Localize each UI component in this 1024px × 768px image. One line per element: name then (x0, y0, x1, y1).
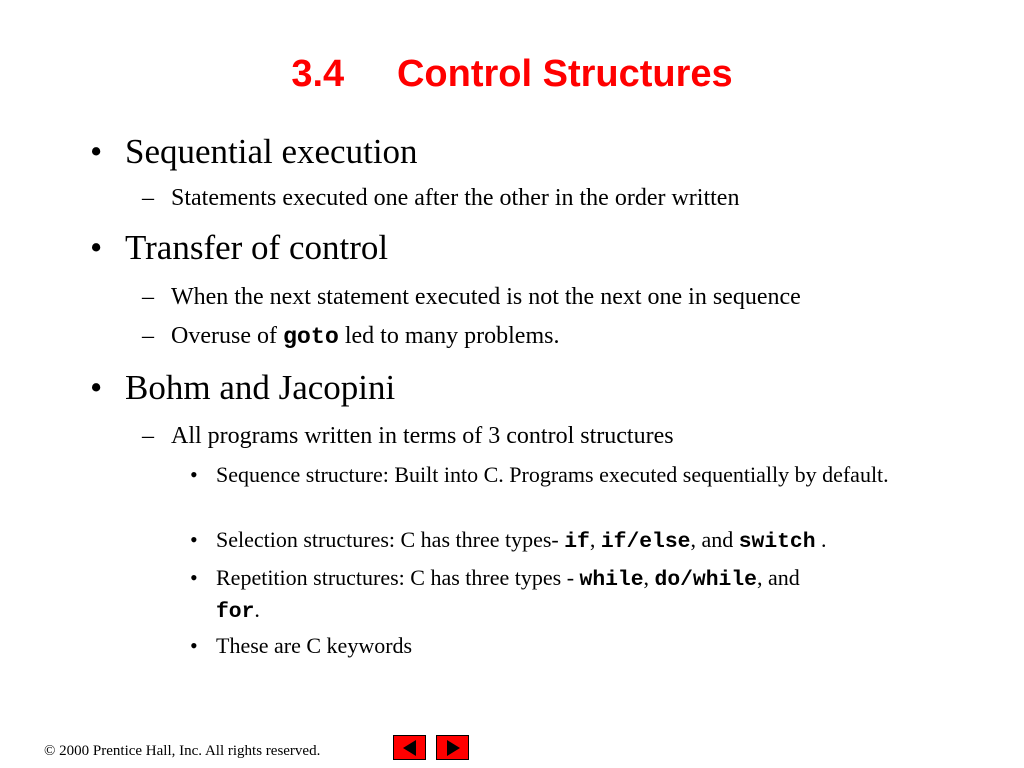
separator: , (589, 527, 601, 552)
sub-bullet-text: When the next statement executed is not the next one in sequence (171, 284, 801, 310)
keyword-if: if (564, 530, 590, 554)
sub-bullet-next-statement (142, 283, 801, 311)
bullet-bohm-and-jacopini (90, 368, 396, 408)
sub-bullet-text: Statements executed one after the other in the order written (171, 185, 740, 211)
keyword-while: while (579, 568, 644, 592)
sub-sub-bullet-c-keywords (190, 631, 956, 661)
sub-bullet-text-start: Overuse of (171, 323, 283, 349)
bullet-marker: • (190, 633, 198, 658)
sub-sub-bullet-sequence-structure (190, 460, 956, 490)
footer-copyright (44, 741, 320, 761)
bullet-text: Transfer of control (125, 228, 389, 267)
sub-sub-bullet-text-end: . (254, 597, 260, 622)
copyright-symbol: © (44, 743, 56, 759)
arrow-right-icon (447, 740, 460, 756)
dash-marker: – (142, 185, 154, 211)
sub-bullet-all-programs (142, 422, 674, 450)
bullet-transfer-of-control (90, 228, 389, 268)
dash-marker: – (142, 284, 154, 310)
bullet-text: Bohm and Jacopini (125, 368, 396, 407)
copyright-text: 2000 Prentice Hall, Inc. All rights reserved. (55, 743, 321, 759)
keyword-do-while: do/while (654, 568, 757, 592)
keyword-for: for (216, 600, 255, 624)
bullet-text: Sequential execution (125, 132, 418, 171)
separator: , and (690, 527, 739, 552)
keyword-if-else: if/else (600, 530, 691, 554)
sub-bullet-overuse-of-goto (142, 322, 560, 351)
separator: , (643, 565, 655, 590)
sub-bullet-statements-executed (142, 184, 740, 212)
keyword-goto: goto (282, 324, 339, 350)
slide-title: 3.4 Control Structures (291, 53, 733, 95)
bullet-marker: • (190, 462, 198, 487)
sub-sub-bullet-text: These are C keywords (216, 633, 413, 658)
sub-sub-bullet-text-start: Selection structures: C has three types- (216, 527, 565, 552)
bullet-marker: • (190, 527, 198, 552)
sub-sub-bullet-repetition-structures (190, 563, 956, 627)
bullet-marker: • (190, 565, 198, 590)
separator: , and (756, 565, 800, 590)
sub-bullet-text-end: led to many problems. (338, 323, 560, 349)
next-slide-button[interactable] (436, 735, 469, 760)
bullet-marker: • (90, 132, 103, 171)
arrow-left-icon (403, 740, 416, 756)
bullet-marker: • (90, 228, 103, 267)
dash-marker: – (142, 423, 154, 449)
sub-sub-bullet-text-start: Repetition structures: C has three types - (216, 565, 580, 590)
bullet-sequential-execution (90, 132, 418, 172)
dash-marker: – (142, 323, 154, 349)
keyword-switch: switch (738, 530, 816, 554)
bullet-marker: • (90, 368, 103, 407)
sub-sub-bullet-selection-structures (190, 525, 956, 557)
sub-sub-bullet-text-end: . (815, 527, 827, 552)
sub-sub-bullet-text: Sequence structure: Built into C. Programs executed sequentially by default. (216, 462, 889, 487)
previous-slide-button[interactable] (393, 735, 426, 760)
sub-bullet-text: All programs written in terms of 3 control structures (171, 423, 674, 449)
